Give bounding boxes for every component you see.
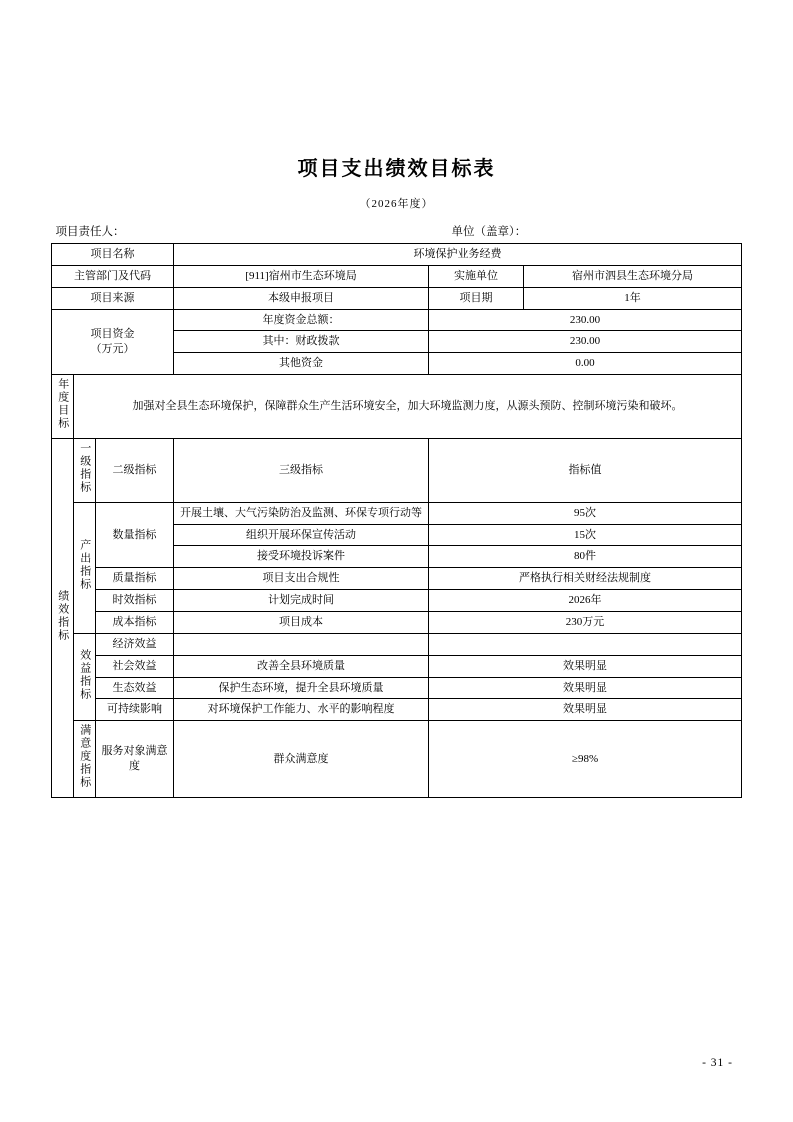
level2-service-satisfaction: 服务对象满意度 <box>95 721 173 798</box>
table-row-project-name <box>51 244 741 266</box>
level2-sustainable: 可持续影响 <box>95 699 173 721</box>
implementing-unit-value: 宿州市泗县生态环境分局 <box>524 265 742 287</box>
funds-row-name-2: 其他资金 <box>174 353 429 375</box>
project-source-value: 本级申报项目 <box>174 287 429 309</box>
indicator-value: 230万元 <box>429 611 742 633</box>
level3-text: 改善全县环境质量 <box>174 655 429 677</box>
project-source-label: 项目来源 <box>51 287 173 309</box>
level2-quality: 质量指标 <box>95 568 173 590</box>
level3-text: 项目支出合规性 <box>174 568 429 590</box>
table-row-indicator <box>51 590 741 612</box>
funds-row-name-1: 其中：财政拨款 <box>174 331 429 353</box>
table-row-indicator <box>51 721 741 798</box>
group-level1-benefit: 效益指标 <box>73 633 95 720</box>
page-subtitle: （2026年度） <box>359 198 434 210</box>
header-level1: 一级指标 <box>73 438 95 502</box>
group-level1-output: 产出指标 <box>73 502 95 633</box>
indicator-value: 95次 <box>429 502 742 524</box>
header-level2: 二级指标 <box>95 438 173 502</box>
level3-text: 群众满意度 <box>174 721 429 798</box>
implementing-unit-label: 实施单位 <box>429 265 524 287</box>
table-row-indicator <box>51 611 741 633</box>
responsible-person-label: 项目责任人： <box>55 226 125 238</box>
table-row-indicator <box>51 699 741 721</box>
project-funds-label <box>51 309 173 375</box>
indicator-value: 严格执行相关财经法规制度 <box>429 568 742 590</box>
project-period-value: 1年 <box>524 287 742 309</box>
level2-quantity: 数量指标 <box>95 502 173 568</box>
header-level3: 三级指标 <box>174 438 429 502</box>
table-row-indicator <box>51 655 741 677</box>
funds-row-value-1: 230.00 <box>429 331 742 353</box>
project-period-label: 项目期 <box>429 287 524 309</box>
table-row-indicator-header <box>51 438 741 502</box>
project-name-label: 项目名称 <box>51 244 173 266</box>
funds-row-value-2: 0.00 <box>429 353 742 375</box>
level2-timeliness: 时效指标 <box>95 590 173 612</box>
competent-dept-label: 主管部门及代码 <box>51 265 173 287</box>
level2-social: 社会效益 <box>95 655 173 677</box>
performance-label: 绩效指标 <box>51 438 73 797</box>
level3-text: 开展土壤、大气污染防治及监测、环保专项行动等 <box>174 502 429 524</box>
table-row-indicator <box>51 502 741 524</box>
level3-text: 项目成本 <box>174 611 429 633</box>
unit-seal-label: 单位（盖章）： <box>451 226 527 238</box>
group-level1-satisfaction: 满意度指标 <box>73 721 95 798</box>
indicator-value: ≥98% <box>429 721 742 798</box>
funds-row-name-0: 年度资金总额： <box>174 309 429 331</box>
page-title: 项目支出绩效目标表 <box>297 158 496 180</box>
level2-ecological: 生态效益 <box>95 677 173 699</box>
level3-text: 保护生态环境，提升全县环境质量 <box>174 677 429 699</box>
level2-cost: 成本指标 <box>95 611 173 633</box>
table-row-source <box>51 287 741 309</box>
level3-text: 对环境保护工作能力、水平的影响程度 <box>174 699 429 721</box>
project-funds-label-line1: 项目资金 <box>90 327 135 340</box>
table-row-indicator <box>51 633 741 655</box>
header-value: 指标值 <box>429 438 742 502</box>
table-row-funds-total <box>51 309 741 331</box>
indicator-value: 2026年 <box>429 590 742 612</box>
level3-text: 接受环境投诉案件 <box>174 546 429 568</box>
funds-row-value-0: 230.00 <box>429 309 742 331</box>
meta-row <box>52 223 742 239</box>
annual-target-label: 年度目标 <box>51 375 73 439</box>
level3-text: 组织开展环保宣传活动 <box>174 524 429 546</box>
project-name-value: 环境保护业务经费 <box>174 244 742 266</box>
annual-target-text: 加强对全县生态环境保护，保障群众生产生活环境安全，加大环境监测力度，从源头预防、控制环境污染和破坏。 <box>73 375 741 439</box>
level3-text: 计划完成时间 <box>174 590 429 612</box>
indicator-value: 效果明显 <box>429 655 742 677</box>
competent-dept-value: [911]宿州市生态环境局 <box>174 265 429 287</box>
level3-text <box>174 633 429 655</box>
level2-economic: 经济效益 <box>95 633 173 655</box>
indicator-value <box>429 633 742 655</box>
indicator-value: 80件 <box>429 546 742 568</box>
performance-target-table <box>51 243 742 798</box>
indicator-value: 15次 <box>429 524 742 546</box>
table-row-indicator <box>51 677 741 699</box>
table-row-indicator <box>51 568 741 590</box>
indicator-value: 效果明显 <box>429 677 742 699</box>
page-number: - 31 - <box>702 1057 733 1069</box>
table-row-department <box>51 265 741 287</box>
project-funds-label-line2: （万元） <box>90 342 135 355</box>
table-row-annual-target <box>51 375 741 439</box>
indicator-value: 效果明显 <box>429 699 742 721</box>
